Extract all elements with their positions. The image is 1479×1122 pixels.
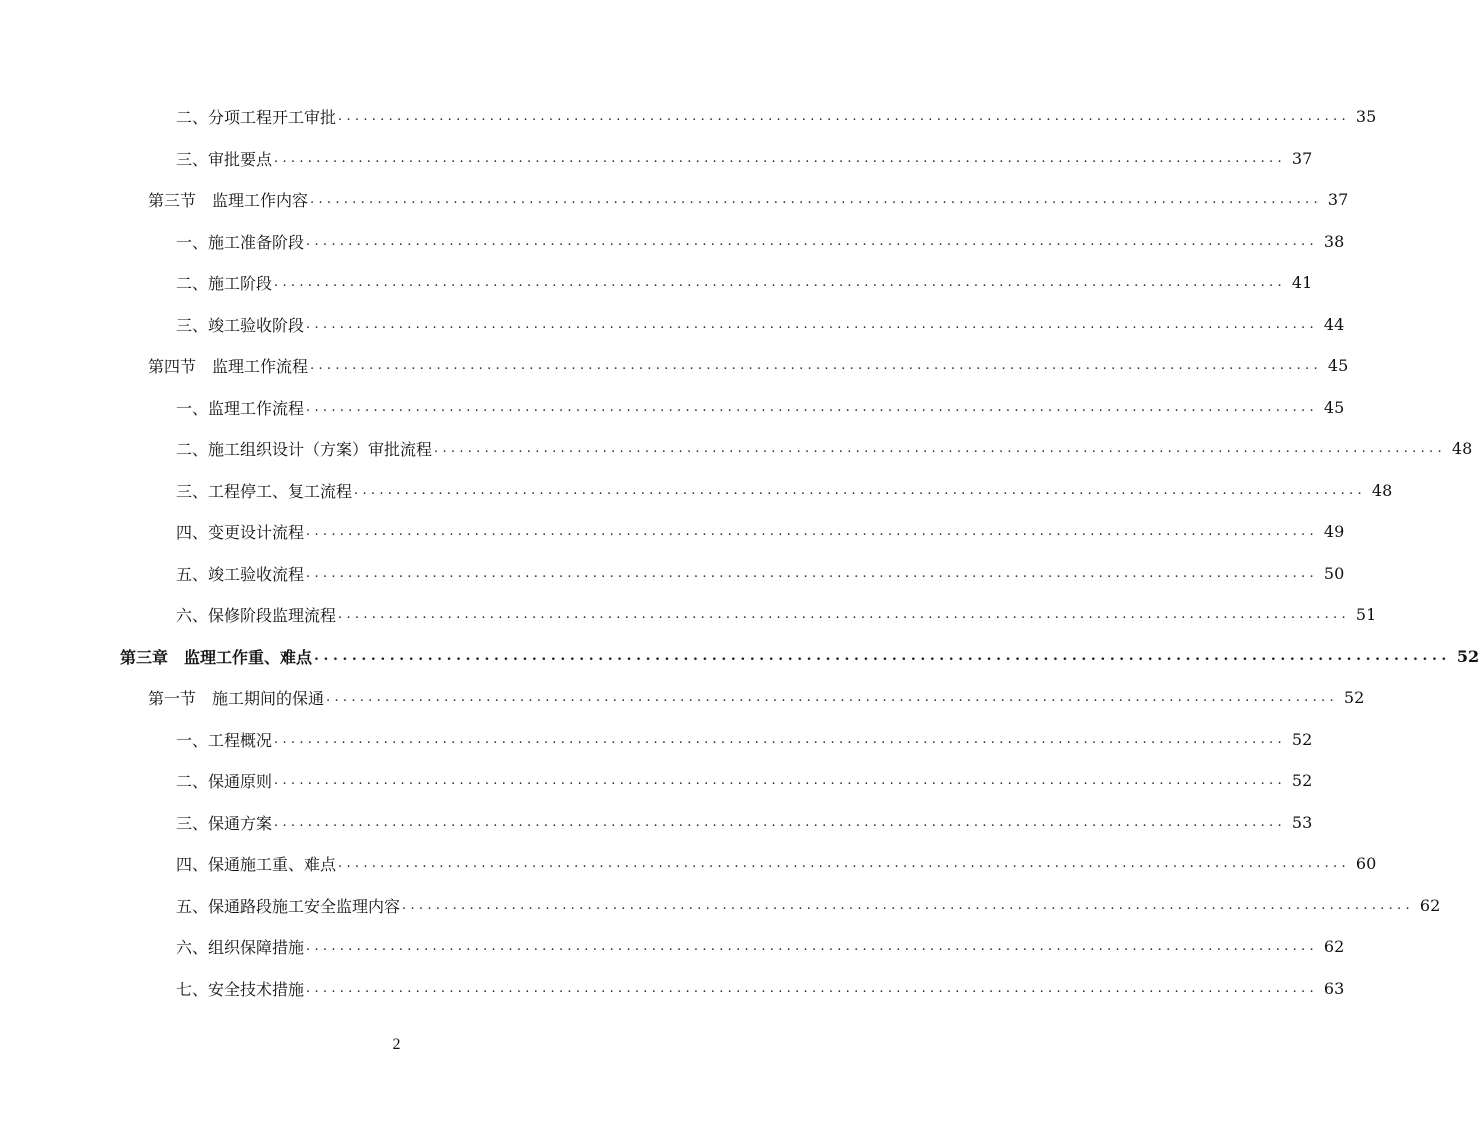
toc-entry-page: 52 <box>1456 646 1479 666</box>
toc-entry[interactable] <box>0 470 1393 512</box>
toc-entry-page: 37 <box>1327 190 1349 210</box>
toc-entry[interactable] <box>0 719 1313 761</box>
toc-entry-title: 第四节 监理工作流程 <box>148 357 309 377</box>
toc-entry-page: 62 <box>1419 895 1441 915</box>
toc-entry-title: 一、监理工作流程 <box>176 398 305 418</box>
toc-entry-page: 62 <box>1323 937 1345 957</box>
toc-entry[interactable] <box>0 179 1349 221</box>
toc-dot-leader: ........................................................................................................................ <box>306 233 1318 249</box>
toc-entry-title: 六、组织保障措施 <box>176 938 305 958</box>
toc-entry[interactable] <box>0 677 1365 719</box>
toc-entry-title: 一、工程概况 <box>176 730 273 750</box>
toc-entry[interactable] <box>0 304 1345 346</box>
toc-entry-title: 五、保通路段施工安全监理内容 <box>176 896 401 916</box>
toc-dot-leader: ........................................................................................................................ <box>338 109 1350 125</box>
toc-dot-leader: ........................................................................................................................ <box>326 690 1338 706</box>
toc-entry[interactable] <box>0 926 1345 968</box>
toc-dot-leader: ........................................................................................................................ <box>310 358 1322 374</box>
toc-entry-title: 六、保修阶段监理流程 <box>176 606 337 626</box>
toc-entry-title: 五、竣工验收流程 <box>176 564 305 584</box>
toc-entry-page: 48 <box>1371 480 1393 500</box>
toc-entry-title: 第一节 施工期间的保通 <box>148 689 325 709</box>
toc-entry[interactable] <box>0 968 1345 1010</box>
toc-dot-leader: ........................................................................................................................ <box>274 773 1286 789</box>
toc-entry-title: 四、变更设计流程 <box>176 523 305 543</box>
toc-entry[interactable] <box>0 760 1313 802</box>
toc-entry-page: 45 <box>1327 356 1349 376</box>
toc-entry-page: 53 <box>1291 812 1313 832</box>
toc-entry-page: 60 <box>1355 854 1377 874</box>
toc-dot-leader: ........................................................................................................................ <box>274 150 1286 166</box>
toc-entry-page: 45 <box>1323 397 1345 417</box>
toc-entry[interactable] <box>0 345 1349 387</box>
toc-entry[interactable] <box>0 428 1473 470</box>
toc-entry-title: 第三节 监理工作内容 <box>148 191 309 211</box>
toc-entry-page: 50 <box>1323 563 1345 583</box>
toc-entry-page: 41 <box>1291 273 1313 293</box>
toc-dot-leader: ........................................................................................................................ <box>274 814 1286 830</box>
toc-entry-title: 二、施工组织设计（方案）审批流程 <box>176 440 433 460</box>
toc-entry-title: 一、施工准备阶段 <box>176 232 305 252</box>
toc-entry[interactable] <box>0 138 1313 180</box>
toc-entry-page: 44 <box>1323 314 1345 334</box>
toc-dot-leader: ........................................................................................................................ <box>306 524 1318 540</box>
toc-entry[interactable] <box>0 843 1377 885</box>
toc-dot-leader: ........................................................................................................................ <box>306 980 1318 996</box>
toc-entry-page: 38 <box>1323 231 1345 251</box>
toc-dot-leader: ........................................................................................................................ <box>434 441 1446 457</box>
toc-entry[interactable] <box>0 221 1345 263</box>
page-number: 2 <box>392 1036 401 1053</box>
toc-entry[interactable] <box>0 802 1313 844</box>
toc-entry-title: 二、保通原则 <box>176 772 273 792</box>
toc-dot-leader: ........................................................................................................................ <box>274 275 1286 291</box>
toc-entry-page: 52 <box>1291 771 1313 791</box>
toc-entry-title: 七、安全技术措施 <box>176 979 305 999</box>
toc-dot-leader: ........................................................................................................................ <box>338 607 1350 623</box>
toc-entry-title: 三、工程停工、复工流程 <box>176 481 353 501</box>
toc-entry[interactable] <box>0 885 1441 927</box>
toc-dot-leader: ........................................................................................................................ <box>402 897 1414 913</box>
toc-entry-page: 51 <box>1355 605 1377 625</box>
toc-entry-title: 三、竣工验收阶段 <box>176 315 305 335</box>
toc-dot-leader: ........................................................................................................................ <box>306 565 1318 581</box>
toc-dot-leader: ........................................................................................................................ <box>338 856 1350 872</box>
toc-entry[interactable] <box>0 96 1377 138</box>
toc-entry-title: 三、审批要点 <box>176 149 273 169</box>
toc-entry-page: 35 <box>1355 107 1377 127</box>
toc-dot-leader: ........................................................................................................................ <box>274 731 1286 747</box>
toc-entry-page: 48 <box>1451 439 1473 459</box>
toc-entry-title: 四、保通施工重、难点 <box>176 855 337 875</box>
toc-entry[interactable] <box>0 594 1377 636</box>
table-of-contents <box>0 96 1479 1009</box>
toc-entry-title: 二、分项工程开工审批 <box>176 108 337 128</box>
toc-entry[interactable] <box>0 553 1345 595</box>
toc-entry[interactable] <box>0 387 1345 429</box>
toc-entry-title: 二、施工阶段 <box>176 274 273 294</box>
toc-dot-leader: ........................................................................................................................ <box>314 648 1451 665</box>
toc-entry-page: 37 <box>1291 148 1313 168</box>
toc-entry-page: 63 <box>1323 978 1345 998</box>
toc-dot-leader: ........................................................................................................................ <box>306 399 1318 415</box>
toc-entry[interactable] <box>0 636 1479 678</box>
toc-entry-page: 52 <box>1291 729 1313 749</box>
toc-entry-title: 第三章 监理工作重、难点 <box>120 647 313 667</box>
toc-entry-title: 三、保通方案 <box>176 813 273 833</box>
toc-entry[interactable] <box>0 511 1345 553</box>
toc-entry-page: 52 <box>1343 688 1365 708</box>
toc-entry[interactable] <box>0 262 1313 304</box>
toc-dot-leader: ........................................................................................................................ <box>306 939 1318 955</box>
toc-entry-page: 49 <box>1323 522 1345 542</box>
toc-dot-leader: ........................................................................................................................ <box>306 316 1318 332</box>
toc-dot-leader: ........................................................................................................................ <box>354 482 1366 498</box>
toc-dot-leader: ........................................................................................................................ <box>310 192 1322 208</box>
